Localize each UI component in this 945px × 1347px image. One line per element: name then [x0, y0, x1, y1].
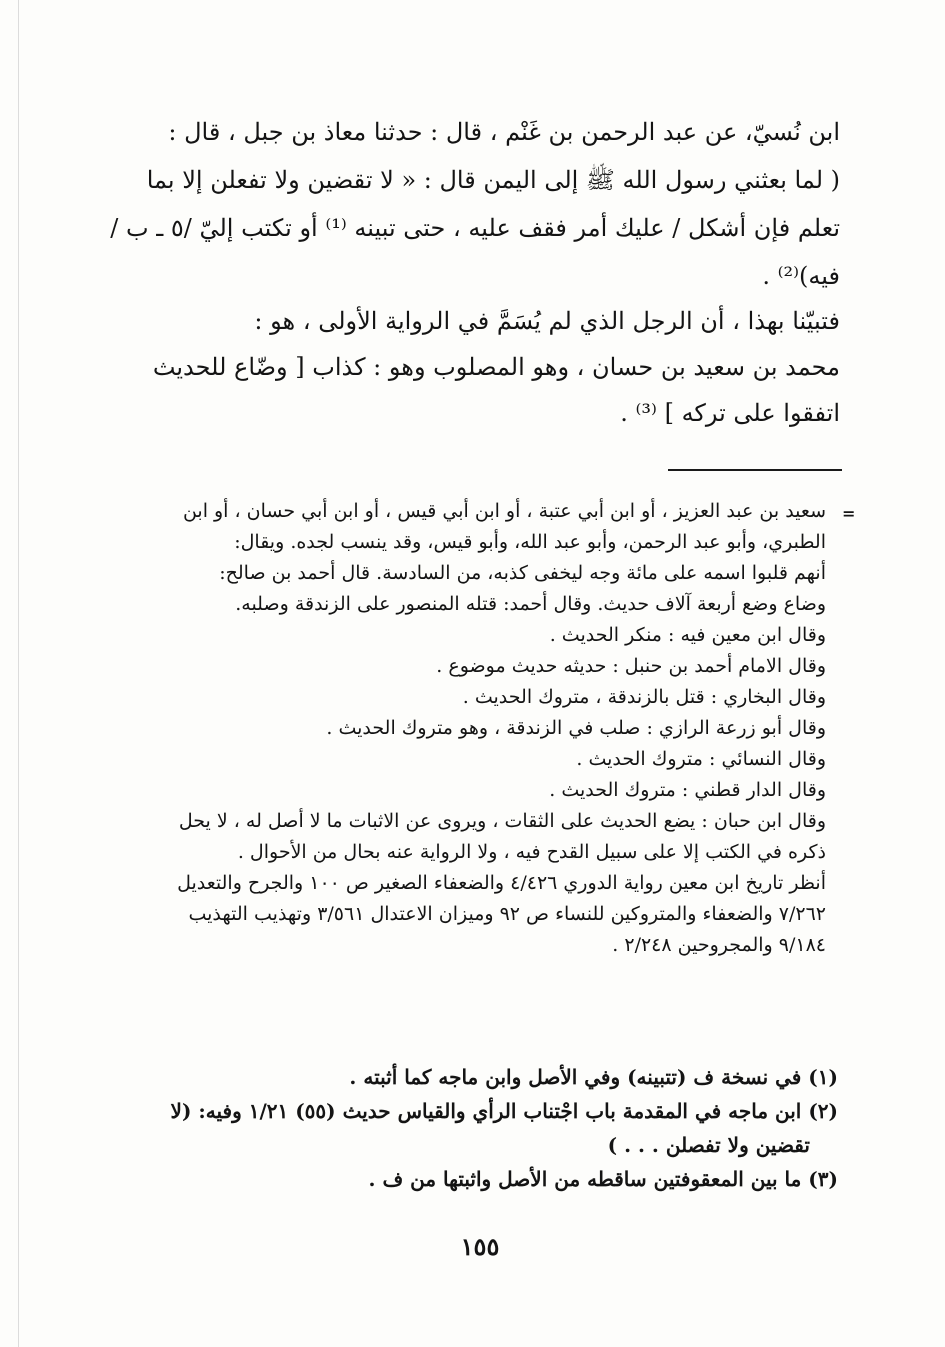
note-line: ذكره في الكتب إلا على سبيل القدح فيه ، ولا الرواية عنه بحال من الأحوال . [237, 841, 826, 863]
page-edge-line [18, 0, 19, 1347]
note-line: وضاع وضع أربعة آلاف حديث. وقال أحمد: قتله المنصور على الزندقة وصلبه. [235, 593, 826, 615]
second-line: اتفقوا على تركه ] ⁽³⁾ . [620, 399, 840, 427]
note-line: وقال ابن معين فيه : منكر الحديث . [549, 624, 826, 646]
note-line: أنهم قلبوا اسمه على مائة وجه ليخفى كذبه، من السادسة. قال أحمد بن صالح: [219, 562, 826, 584]
note-line: وقال النسائي : متروك الحديث . [576, 748, 826, 770]
second-line: فتبيّنا بهذا ، أن الرجل الذي لم يُسَمَّ في الرواية الأولى ، هو : [254, 307, 840, 335]
continued-footnote [140, 496, 826, 961]
second-line: محمد بن سعيد بن حسان ، وهو المصلوب وهو : كذاب [ وضّاع للحديث [152, 353, 840, 381]
footnotes [100, 1060, 838, 1196]
note-line: ٧/٢٦٢ والضعفاء والمتروكين للنساء ص ٩٢ وميزان الاعتدال ٣/٥٦١ وتهذيب التهذيب [188, 903, 826, 925]
note-line: وقال الدار قطني : متروك الحديث . [549, 779, 826, 801]
note-line: الطبري، وأبو عبد الرحمن، وأبو عبد الله، وأبو قيس، وقد ينسب لجده. ويقال: [234, 531, 826, 553]
main-paragraph [40, 108, 840, 300]
main-line: تعلم فإن أشكل / عليك أمر فقف عليه ، حتى تبينه ⁽¹⁾ أو تكتب إليّ /٥ ـ ب / [110, 214, 840, 242]
note-line: ٩/١٨٤ والمجروحين ٢/٢٤٨ . [612, 934, 826, 956]
note-line: سعيد بن عبد العزيز ، أو ابن أبي عتبة ، أو ابن أبي قيس ، أو ابن أبي حسان ، أو ابن [182, 500, 826, 522]
page-number: ١٥٥ [460, 1232, 500, 1261]
note-line: أنظر تاريخ ابن معين رواية الدوري ٤/٤٢٦ والضعفاء الصغير ص ١٠٠ والجرح والتعديل [177, 872, 826, 894]
main-line: ( لما بعثني رسول الله ﷺ إلى اليمن قال : « لا تقضين ولا تفعلن إلا بما [146, 166, 840, 194]
note-line: وقال الامام أحمد بن حنبل : حديثه حديث موضوع . [436, 655, 826, 677]
main-line: ابن نُسيّ، عن عبد الرحمن بن غَنْم ، قال : حدثنا معاذ بن جبل ، قال : [168, 118, 840, 146]
note-line: وقال أبو زرعة الرازي : صلب في الزندقة ، وهو متروك الحديث . [326, 717, 826, 739]
note-line: وقال ابن حبان : يضع الحديث على الثقات ، ويروى عن الاثبات ما لا أصل له ، لا يحل [178, 810, 826, 832]
footnote-separator [668, 469, 842, 471]
footnote-line: (٣) ما بين المعقوفتين ساقطه من الأصل واثبتها من ف . [368, 1167, 838, 1191]
continuation-marker: = [842, 504, 856, 523]
footnote-line: (١) في نسخة ف (تتبينه) وفي الأصل وابن ماجه كما أثبته . [349, 1065, 838, 1089]
note-line: وقال البخاري : قتل بالزندقة ، متروك الحديث . [462, 686, 826, 708]
footnote-line: تقضين ولا تفصلن . . . ) [607, 1133, 810, 1157]
second-paragraph [40, 298, 840, 436]
main-line: فيه)⁽²⁾ . [762, 262, 840, 290]
footnote-line: (٢) ابن ماجه في المقدمة باب اجْتناب الرأي والقياس حديث (٥٥) ١/٢١ وفيه: (لا [170, 1099, 838, 1123]
